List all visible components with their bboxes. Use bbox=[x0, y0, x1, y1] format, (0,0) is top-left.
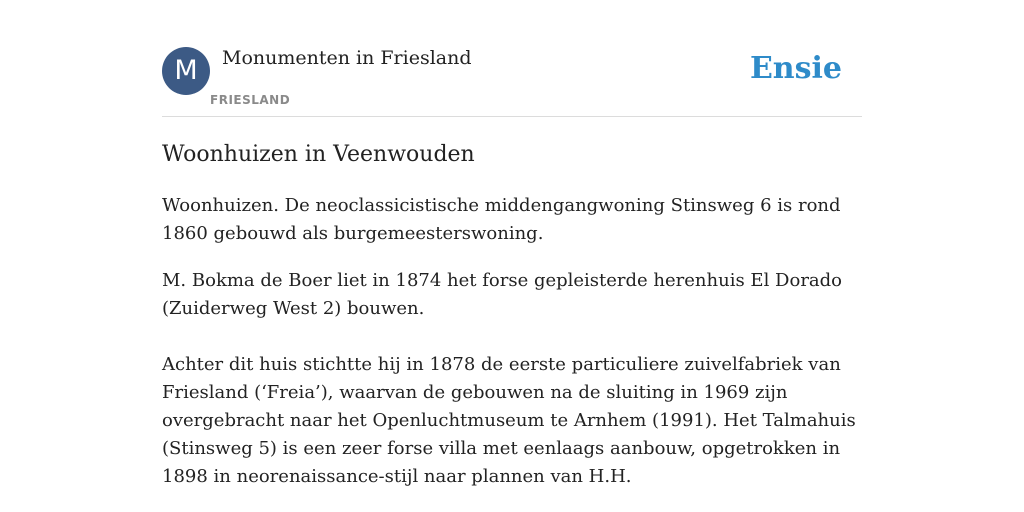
brand-logo[interactable]: Ensie bbox=[749, 51, 842, 86]
paragraph-1: Woonhuizen. De neoclassicistische middengangwoning Stinsweg 6 is rond 1860 gebouwd als burgemeesterswoning. bbox=[162, 195, 841, 244]
avatar[interactable]: M bbox=[162, 47, 210, 95]
category-label[interactable]: FRIESLAND bbox=[210, 93, 291, 107]
paragraph-3: Achter dit huis stichtte hij in 1878 de eerste particuliere zuivelfabriek van Friesland (‘Freia’), waarvan de gebouwen na de sluiting in 1969 zijn overgebracht naar het Openluchtmuseum te Arnhem (1991). Het Talmahuis (Stinsweg 5) is een zeer forse villa met eenlaags aanbouw, opgetrokken in 1898 in neorenaissance-stijl naar plannen van H.H. bbox=[162, 354, 856, 487]
paragraph-2: M. Bokma de Boer liet in 1874 het forse gepleisterde herenhuis El Dorado (Zuiderweg West 2) bouwen. bbox=[162, 270, 843, 319]
collection-title[interactable]: Monumenten in Friesland bbox=[222, 47, 472, 69]
page bbox=[162, 0, 862, 512]
header bbox=[162, 0, 862, 117]
page-title: Woonhuizen in Veenwouden bbox=[162, 142, 475, 167]
